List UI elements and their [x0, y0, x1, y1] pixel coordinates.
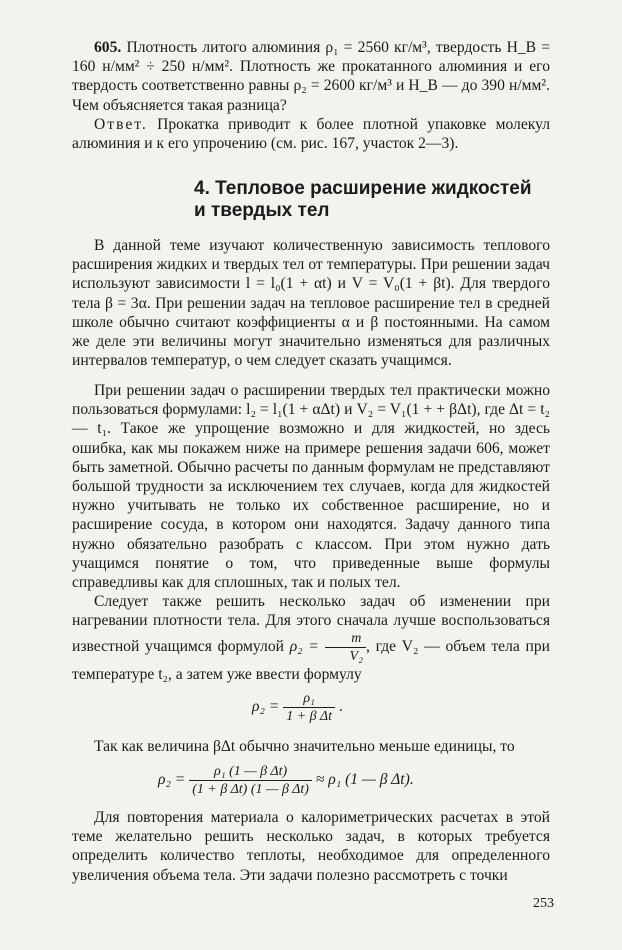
problem-605-answer: [72, 115, 550, 153]
formula-density-inline: [289, 631, 366, 665]
paragraph-calorimetry: Для повторения материала о калориметрических расчетах в этой теме желательно решить несколько задач, в которых требуется определить количество теплоты, необходимое для определенного увеличения объема тела. Эти задачи полезно рассмотреть с точки: [72, 809, 550, 884]
formula-2-lhs: ρ₂ =: [252, 698, 280, 716]
answer-label: Ответ.: [94, 116, 148, 133]
section-title-line-1: 4. Тепловое расширение жидкостей: [194, 178, 532, 199]
problem-number: 605.: [94, 39, 122, 56]
formula-1-numerator: m: [325, 630, 366, 648]
paragraph-density: [72, 592, 550, 685]
formula-2-end: .: [338, 698, 343, 716]
formula-2-numerator: ρ₁: [283, 690, 335, 708]
paragraph-intro: В данной теме изучают количественную зависимость теплового расширения жидких и твердых тел от температуры. При решении задач используют зависимости l = l₀(1 + αt) и V = V₀(1 + βt). Для твердого тела β = 3α. При решении задач на тепловое расширение тел в средней школе обычно считают коэффициенты α и β постоянными. На самом же деле эти величины могут значительно изменяться для различных интервалов температур, о чем следует сказать учащимся.: [72, 237, 550, 370]
density-text-a: Следует также решить несколько задач об изменении при нагревании плотности тела. Для этого сначала лучше воспользоваться известной учащимся формулой: [72, 593, 550, 656]
problem-text: Плотность литого алюминия ρ₁ = 2560 кг/м³, твердость H_B = 160 н/мм² ÷ 250 н/мм². Плотность же прокатанного алюминия и его твердость соответственно равны ρ₂ = 2600 кг/м³ и H_B — до 390 н/мм². Чем объясняется такая разница?: [72, 39, 550, 114]
answer-text: Прокатка приводит к более плотной упаковке молекул алюминия и к его упрочению (см. рис. 167, участок 2—3).: [72, 116, 550, 153]
formula-1-lhs: ρ₂ =: [289, 638, 319, 656]
formula-2-denominator: 1 + β Δt: [286, 709, 333, 724]
formula-3-rhs: ≈ ρ₁ (1 — β Δt).: [315, 771, 414, 789]
page-number: 253: [533, 896, 554, 911]
section-title-line-2: и твердых тел: [194, 200, 330, 221]
formula-3-lhs: ρ₂ =: [158, 771, 186, 789]
formula-1-denominator: V₂: [349, 649, 363, 665]
problem-605: [72, 38, 550, 115]
formula-3: [158, 763, 414, 798]
formula-3-numerator: ρ₁ (1 — β Δt): [189, 763, 312, 781]
paragraph-approx: Так как величина βΔt обычно значительно меньше единицы, то: [94, 738, 515, 755]
paragraph-solids: При решении задач о расширении твердых тел практически можно пользоваться формулами: l₂ = l₁(1 + αΔt) и V₂ = V₁(1 + + βΔt), где Δt = t₂ — t₁. Такое же упрощение возможно и для жидкостей, но здесь ошибка, как мы покажем ниже на примере решения задачи 606, может быть заметной. Обычно расчеты по данным формулам не представляют большой трудности за исключением тех случаев, когда для жидкостей нужно учитывать не только их собственное расширение, но и расширение сосуда, в котором они находятся. Задачу данного типа нужно обязательно разобрать с классом. При этом нужно дать учащимся понятие о том, что приведенные выше формулы справедливы как для сплошных, так и полых тел.: [72, 382, 550, 592]
formula-2: [252, 690, 343, 725]
density-text-b: , где V₂ — объем тела при температуре t₂, а затем уже ввести формулу: [72, 638, 550, 684]
formula-3-denominator: (1 + β Δt) (1 — β Δt): [192, 782, 309, 797]
